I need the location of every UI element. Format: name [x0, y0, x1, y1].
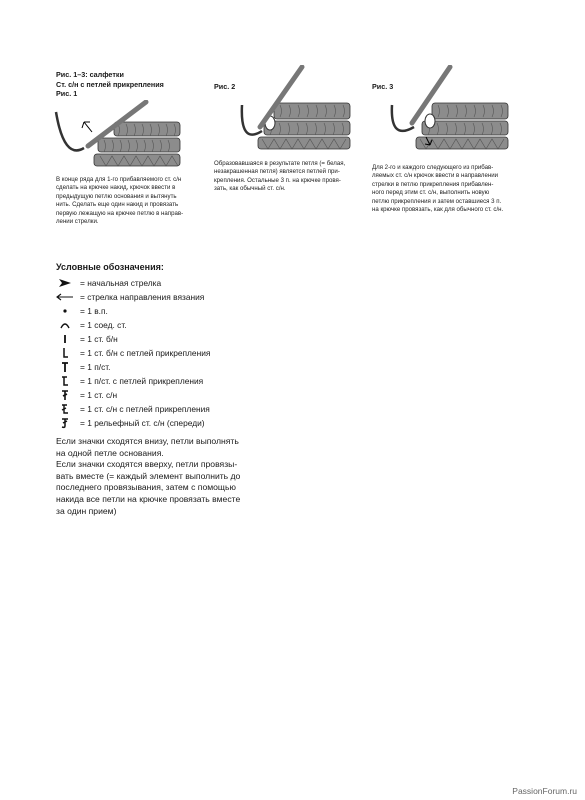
figures-heading [56, 70, 164, 99]
caption-line: ного перед этим ст. с/н, выполнить новую [372, 189, 490, 197]
caption-line: крепления. Остальные 3 п. на крючке провя- [214, 176, 341, 184]
notes [56, 436, 256, 517]
legend-item [56, 416, 205, 430]
note-line: последнего провязывания, затем с помощью [56, 482, 236, 493]
legend-text: = 1 п/ст. с петлей прикрепления [80, 376, 204, 386]
yarn-tail [56, 112, 84, 150]
legend-item [56, 374, 203, 388]
fig3-illustration [370, 65, 520, 157]
legend-item [56, 388, 117, 402]
yarn-tail [392, 105, 414, 131]
fig2-caption [214, 160, 364, 194]
legend-item [56, 332, 118, 346]
direction-arrow-icon [56, 290, 74, 304]
site-watermark: PassionForum.ru [512, 786, 577, 796]
note-line: за один прием) [56, 505, 117, 516]
legend-text: = стрелка направления вязания [80, 292, 205, 302]
legend-text: = 1 ст. б/н [80, 334, 118, 344]
legend-item [56, 346, 210, 360]
note-line: вать вместе (= каждый элемент выполнить до [56, 470, 241, 481]
front-post-double-icon [56, 416, 74, 430]
legend-text: = 1 в.п. [80, 306, 108, 316]
caption-line: ляемых ст. с/н крючок ввести в направлении [372, 172, 499, 180]
half-double-anchor-icon [56, 374, 74, 388]
start-arrow-icon [56, 276, 74, 290]
fig3-label: Рис. 3 [372, 82, 394, 91]
double-crochet-anchor-icon [56, 402, 74, 416]
caption-line: нить. Сделать еще один накид и провязать [56, 201, 179, 209]
legend-item [56, 318, 127, 332]
fig2-illustration [212, 65, 362, 157]
single-crochet-icon [56, 332, 74, 346]
legend-text: = 1 п/ст. [80, 362, 111, 372]
legend-item [56, 304, 108, 318]
direction-arrow [82, 122, 92, 132]
legend-item [56, 402, 210, 416]
note-line: Если значки сходятся вверху, петли провязы- [56, 459, 238, 470]
fig1-caption [56, 176, 206, 226]
caption-line: незакрашенная петля) является петлей при- [214, 168, 340, 176]
caption-line: стрелки в петлю прикрепления прибавлен- [372, 180, 494, 188]
caption-line: петлю прикрепления и затем оставшиеся 3 п. [372, 197, 502, 205]
double-crochet-icon [56, 388, 74, 402]
legend-title: Условные обозначения: [56, 262, 164, 272]
fig1-label: Рис. 1 [56, 89, 78, 98]
figures-heading-line1: Рис. 1–3: салфетки [56, 70, 124, 79]
legend-text: = 1 ст. с/н [80, 390, 118, 400]
chain-stitch-icon [56, 304, 74, 318]
caption-line: В конце ряда для 1-го прибавляемого ст. с/н [56, 176, 182, 183]
note-line: накида все петли на крючке провязать вместе [56, 493, 241, 504]
legend-item [56, 290, 204, 304]
legend-item [56, 360, 111, 374]
caption-line: первую лежащую на крючке петлю в направ- [56, 209, 184, 217]
caption-line: лении стрелки. [56, 218, 99, 226]
legend-text: = 1 рельефный ст. с/н (спереди) [80, 418, 205, 428]
single-crochet-anchor-icon [56, 346, 74, 360]
legend-item [56, 276, 161, 290]
caption-line: зать, как обычный ст. с/н. [214, 185, 286, 193]
half-double-crochet-icon [56, 360, 74, 374]
caption-line: Образовавшаяся в результате петля (= белая, [214, 160, 346, 167]
fig2-label: Рис. 2 [214, 82, 236, 91]
fig3-caption [372, 164, 532, 214]
fig1-illustration [54, 100, 204, 172]
caption-line: предыдущую петлю основания и вытянуть [56, 192, 177, 200]
figures-heading-line2: Ст. с/н с петлей прикрепления [56, 79, 164, 89]
note-line: на одной петле основания. [56, 447, 164, 458]
anchor-loop [425, 114, 435, 128]
legend-text: = 1 ст. б/н с петлей прикрепления [80, 348, 211, 358]
slip-stitch-icon [56, 318, 74, 332]
legend-text: = начальная стрелка [80, 278, 162, 288]
caption-line: Для 2-го и каждого следующего из прибав- [372, 164, 494, 171]
caption-line: на крючке провязать, как для обычного ст. с/н. [372, 206, 504, 214]
legend-text: = 1 ст. с/н с петлей прикрепления [80, 404, 210, 414]
yarn-tail [242, 105, 262, 135]
note-line: Если значки сходятся внизу, петли выполнять [56, 436, 239, 446]
legend-text: = 1 соед. ст. [80, 320, 127, 330]
caption-line: сделать на крючке накид, крючок ввести в [56, 184, 176, 192]
